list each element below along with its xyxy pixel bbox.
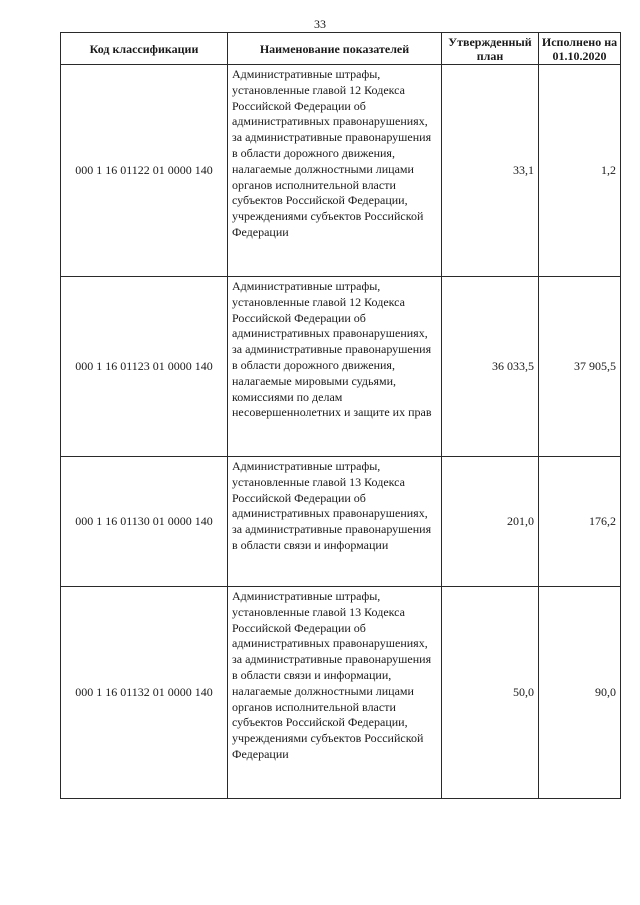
indicator-name: Административные штрафы, установленные главой 13 Кодекса Российской Федерации об административных правонарушениях, за административные правонарушения в области связи и информации, налагаемые должностными лицами органов исполнительной власти субъектов Российской Федерации, учреждениями субъектов Российской Федерации	[228, 587, 442, 799]
approved-plan-value: 36 033,5	[442, 277, 539, 457]
approved-plan-value: 50,0	[442, 587, 539, 799]
executed-value: 37 905,5	[539, 277, 621, 457]
page-number: 33	[314, 17, 326, 31]
revenue-table	[60, 32, 621, 799]
table-row	[61, 587, 621, 799]
executed-value: 1,2	[539, 65, 621, 277]
approved-plan-value: 33,1	[442, 65, 539, 277]
header-name: Наименование показателей	[228, 33, 442, 65]
table-row	[61, 277, 621, 457]
executed-value: 176,2	[539, 457, 621, 587]
table-header-row	[61, 33, 621, 65]
classification-code: 000 1 16 01130 01 0000 140	[61, 457, 228, 587]
approved-plan-value: 201,0	[442, 457, 539, 587]
indicator-name: Административные штрафы, установленные главой 12 Кодекса Российской Федерации об административных правонарушениях, за административные правонарушения в области дорожного движения, налагаемые должностными лицами органов исполнительной власти субъектов Российской Федерации, учреждениями субъектов Российской Федерации	[228, 65, 442, 277]
header-code: Код классификации	[61, 33, 228, 65]
indicator-name: Административные штрафы, установленные главой 12 Кодекса Российской Федерации об административных правонарушениях, за административные правонарушения в области дорожного движения, налагаемые мировыми судьями, комиссиями по делам несовершеннолетних и защите их прав	[228, 277, 442, 457]
table-row	[61, 65, 621, 277]
indicator-name: Административные штрафы, установленные главой 13 Кодекса Российской Федерации об административных правонарушениях, за административные правонарушения в области связи и информации	[228, 457, 442, 587]
header-plan: Утвержденный план	[442, 33, 539, 65]
header-done: Исполнено на 01.10.2020	[539, 33, 621, 65]
classification-code: 000 1 16 01122 01 0000 140	[61, 65, 228, 277]
table-row	[61, 457, 621, 587]
executed-value: 90,0	[539, 587, 621, 799]
classification-code: 000 1 16 01123 01 0000 140	[61, 277, 228, 457]
classification-code: 000 1 16 01132 01 0000 140	[61, 587, 228, 799]
